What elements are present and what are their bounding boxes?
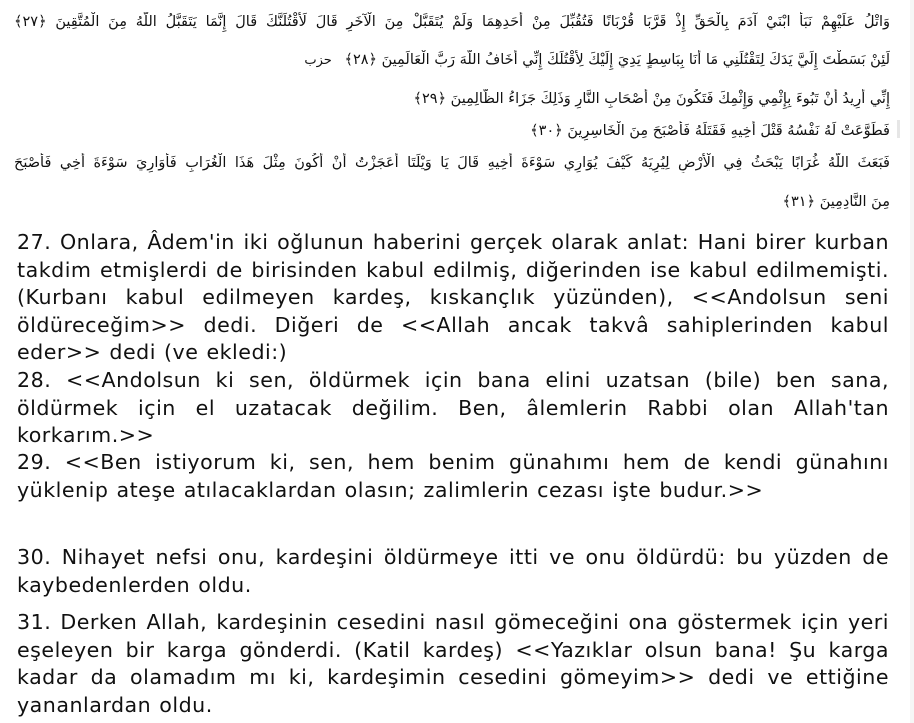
translation-verse-27: 27. Onlara, Âdem'in iki oğlunun haberini gerçek olarak anlat: Hani birer kurban takdim etmişlerdi de birisinden kabul edilmiş, diğerinden ise kabul edilmemişti. (Kurbanı kabul edilmeyen kardeş, kıskançlık yüzünden), <<Andolsun seni öldüreceğim>> dedi. Diğeri de <<Allah ancak takvâ sahiplerinden kabul eder>> dedi (ve ekledi:): [17, 230, 889, 365]
translation-verse-31: 31. Derken Allah, kardeşinin cesedini nasıl gömeceğini ona göstermek için yeri eşeleyen bir karga gönderdi. (Katil kardeş) <<Yazıklar olsun bana! Şu karga kadar da olamadım mı ki, kardeşimin cesedini gömeyim>> dedi ve ettiğine yananlardan oldu.: [17, 610, 889, 717]
arabic-line-28-text: لَئِنْ بَسَطْتَ إِلَيَّ يَدَكَ لِتَقْتُلَنِي مَا أَنَا بِبَاسِطٍ يَدِيَ إِلَيْكَ لِأَقْتُلَكَ إِنِّي أَخَافُ اللَّهَ رَبَّ الْعَالَمِينَ ﴿٢٨﴾: [344, 52, 890, 68]
arabic-line-31a: فَبَعَثَ اللَّهُ غُرَابًا يَبْحَثُ فِي الْأَرْضِ لِيُرِيَهُ كَيْفَ يُوَارِي سَوْءَةَ أَخِيهِ قَالَ يَا وَيْلَتَا أَعَجَزْتُ أَنْ أَكُونَ مِثْلَ هَذَا الْغُرَابِ فَأُوَارِيَ سَوْءَةَ أَخِي فَأَصْبَحَ: [14, 155, 890, 171]
arabic-line-31b: مِنَ النَّادِمِينَ ﴿٣١﴾: [782, 194, 890, 210]
arabic-verse-block: [14, 0, 890, 222]
hizb-mark: حزب: [304, 53, 332, 68]
arabic-line-30: فَطَوَّعَتْ لَهُ نَفْسُهُ قَتْلَ أَخِيهِ فَقَتَلَهُ فَأَصْبَحَ مِنَ الْخَاسِرِينَ ﴿٣٠﴾: [530, 123, 890, 139]
translation-verse-30: 30. Nihayet nefsi onu, kardeşini öldürmeye itti ve onu öldürdü: bu yüzden de kaybedenlerden oldu.: [17, 545, 889, 597]
scrollbar-track[interactable]: [910, 0, 914, 723]
scroll-marker: [897, 120, 900, 138]
arabic-line-27: وَاتْلُ عَلَيْهِمْ نَبَأَ ابْنَيْ آدَمَ بِالْحَقِّ إِذْ قَرَّبَا قُرْبَانًا فَتُقُبِّلَ مِنْ أَحَدِهِمَا وَلَمْ يُتَقَبَّلْ مِنَ الْآخَرِ قَالَ لَأَقْتُلَنَّكَ قَالَ إِنَّمَا يَتَقَبَّلُ اللَّهُ مِنَ الْمُتَّقِينَ ﴿٢٧﴾: [14, 14, 890, 30]
translation-verse-29: 29. <<Ben istiyorum ki, sen, hem benim günahımı hem de kendi günahını yüklenip ateşe atılacaklardan olasın; zalimlerin cezası işte budur.>>: [17, 450, 889, 502]
arabic-line-28: [14, 50, 890, 71]
translation-verse-28: 28. <<Andolsun ki sen, öldürmek için bana elini uzatsan (bile) ben sana, öldürmek için el uzatacak değilim. Ben, âlemlerin Rabbi olan Allah'tan korkarım.>>: [17, 368, 889, 448]
arabic-line-29: إِنِّي أُرِيدُ أَنْ تَبُوءَ بِإِثْمِي وَإِثْمِكَ فَتَكُونَ مِنْ أَصْحَابِ النَّارِ وَذَلِكَ جَزَاءُ الظَّالِمِينَ ﴿٢٩﴾: [413, 91, 890, 107]
